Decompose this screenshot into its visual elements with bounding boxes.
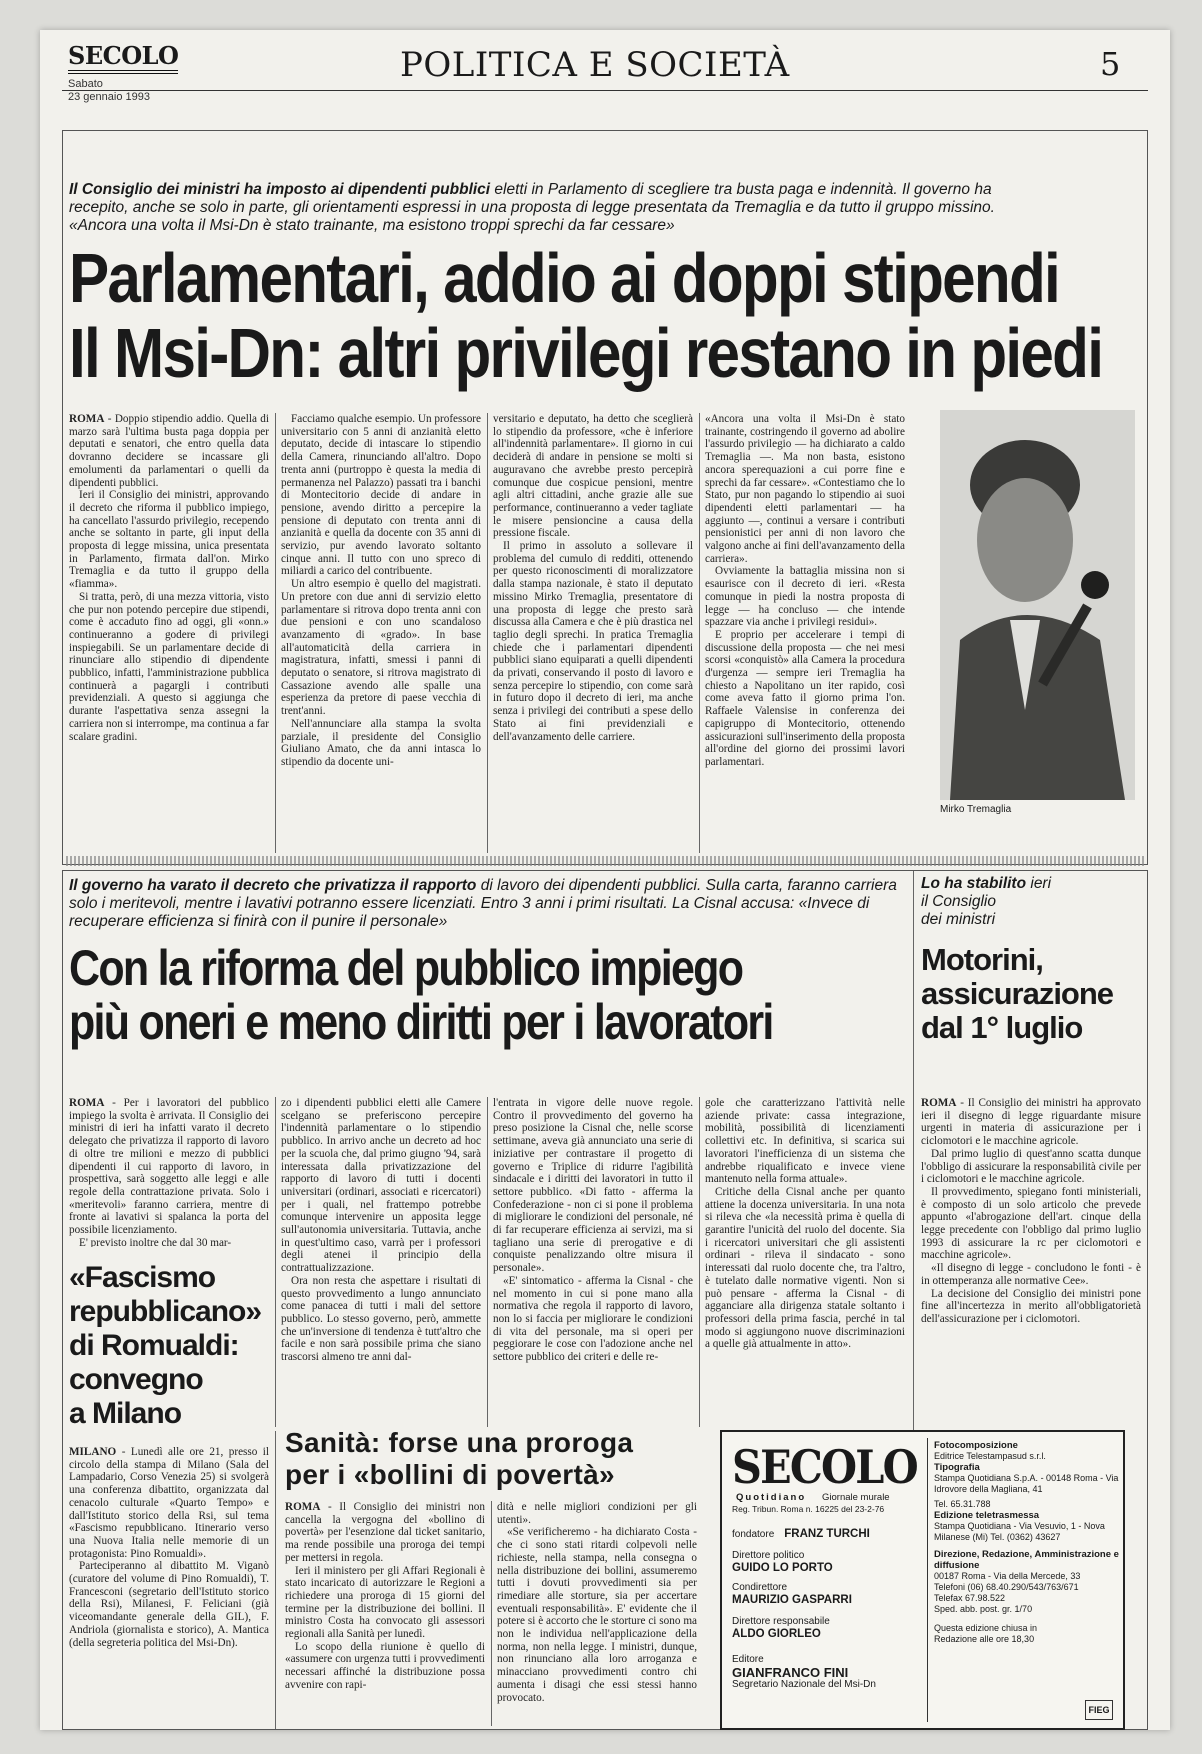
article1-col2-p1: Facciamo qualche esempio. Un professore universitario con 5 anni di anzianità eletto deputato, decide di intascare lo stipendio della Camera, rinunciando all'altro. Dopo trenta anni (purtroppo è questa la media di permanenza nel Palazzo) passati tra i banchi di Montecitorio decide di andare in pensione, avendo diritto a percepire la pensione di deputato con trenta anni di anzianità e quella da docente con 35 anni di servizio, pur avendo lavorato soltanto cinque anni. Il tutto con uno spreco di miliardi a carico del contribuente. xyxy=(281,413,481,578)
article1-kicker xyxy=(69,181,1029,235)
article4-headline-line1: «Fascismo xyxy=(69,1261,216,1294)
article1-col1-p2: Ieri il Consiglio dei ministri, approvando il decreto che riforma il pubblico impiego, ha cancellato l'assurdo privilegio, recependo anche se soltanto in parte, gli input della proposta di legge missina, unica presentata in Parlamento, firmata dall'on. Mirko Tremaglia e da tutto il gruppo della «fiamma». xyxy=(69,489,269,591)
masthead-logo: SECOLO xyxy=(68,42,178,74)
article3-headline-line1: Motorini, xyxy=(921,942,1043,977)
article3-kicker-line1b: ieri xyxy=(1026,875,1052,892)
article3-p4: «Il disegno di legge - concludono le fonti - è in ottemperanza alle normative Cee». xyxy=(921,1262,1141,1287)
office-fax: Telefax 67.98.522 xyxy=(934,1593,1006,1603)
article2-col3-p1: l'entrata in vigore delle nuove regole. Contro il provvedimento del governo ha preso posizione la Cisnal che, nelle scorse settimane, aveva già annunciato una serie di iniziative per contrastare il progetto di governo e Triplice di ridurre l'agibilità sindacale e i diritti dei lavoratori in tutto il settore pubblico. «Di fatto - afferma la Confederazione - non ci si pone il problema di migliorare le condizioni del personale, né di far recuperare efficienza ai servizi, ma si tagliano una serie di prerogative e di conquiste penalizzando oltre misura il personale». xyxy=(493,1097,693,1275)
masthead-date-text: 23 gennaio 1993 xyxy=(68,91,150,103)
article3-dateline: ROMA xyxy=(921,1097,957,1109)
publisher-label: Editore xyxy=(732,1654,764,1665)
colophon-responsible xyxy=(732,1616,927,1641)
article3-p3: Il provvedimento, spiegano fonti ministeriali, è composto di un solo articolo che prevede appunto «l'abrogazione dell'art. cinque della legge precedente con l'obbligo dal primo luglio 1993 di assicurare la rc per ciclomotori e macchine agricole». xyxy=(921,1185,1141,1262)
publisher-role: Segretario Nazionale del Msi-Dn xyxy=(732,1679,876,1690)
article2-col-rule-2 xyxy=(487,1097,488,1427)
article3-kicker-line2: il Consiglio xyxy=(921,893,996,910)
print-tel: Tel. 65.31.788 xyxy=(934,1499,991,1509)
article2-col-rule-3 xyxy=(699,1097,700,1427)
article3-body xyxy=(921,1097,1141,1427)
tele-label: Edizione teletrasmessa xyxy=(934,1510,1040,1521)
article3-p5: La decisione del Consiglio dei ministri pone fine all'incertezza in merito all'obbligatorietà dell'assicurazione per i ciclomotori. xyxy=(921,1287,1141,1325)
article3-p2: Dal primo luglio di quest'anno scatta dunque l'obbligo di assicurare la responsabilità civile per i ciclomotori e le macchine agricole. xyxy=(921,1147,1141,1186)
article3-headline-line2: assicurazione xyxy=(921,976,1114,1011)
article5-headline xyxy=(285,1427,725,1491)
colophon-political-director xyxy=(732,1550,927,1575)
office-label: Direzione, Redazione, Amministrazione e diffusione xyxy=(934,1549,1119,1571)
article2-col4-p1: gole che caratterizzano l'attività nelle aziende private: cassa integrazione, mobilità, possibilità di licenziamenti collettivi etc. In definitiva, si scarica sui lavoratori l'inefficienza di un sistema che andrebbe riqualificato e invece viene mantenuto nella forma attuale». xyxy=(705,1097,905,1186)
article5-col2-p2: «Se verificheremo - ha dichiarato Costa - che ci sono stati ritardi colpevoli nelle richieste, nella stampa, nella consegna o nella distribuzione dei bollini, assumeremo tutti i dovuti provvedimenti sia per rimediare alle storture, sia per accertare eventuali responsabilità». E' evidente che il potere si è accorto che le storture ci sono ma non le individua nell'applicazione della norma, non nella legge. I ministri, dunque, non rinunciano alla loro arroganza e minacciano provvedimenti contro chi aumenta i disagi che essi stessi hanno provocato. xyxy=(497,1526,697,1704)
article1-col2 xyxy=(281,413,481,853)
article4-dateline: MILANO xyxy=(69,1446,117,1458)
photo-tremaglia xyxy=(940,410,1135,800)
article1-kicker-rest: eletti in Parlamento di scegliere tra busta paga e indennità. Il governo ha recepito, anche se solo in parte, gli orientamenti espressi in una proposta di legge presentata da Tremaglia e da tutto il gruppo missino. «Ancora una volta il Msi-Dn è stato trainante, ma esistono troppi sprechi da far cessare» xyxy=(69,181,995,234)
article5-col1-p2: Ieri il ministero per gli Affari Regionali è stato incaricato di autorizzare le Regioni a richiedere una proroga di 15 giorni del termine per la distribuzione dei bollini. Il ministro Costa ha convocato gli assessori regionali alla Sanità per lunedì. xyxy=(285,1564,485,1641)
article1-kicker-bold: Il Consiglio dei ministri ha imposto ai dipendenti pubblici xyxy=(69,181,491,198)
article1-col3 xyxy=(493,413,693,853)
article1-col1-p3: Si tratta, però, di una mezza vittoria, visto che pur non potendo percepire due stipendi, come è accaduto fino ad oggi, gli «onn.» continueranno a godere di privilegi inspiegabili. Se un parlamentare decide di rinunciare allo stipendio di dipendente pubblico, infatti, l'amministrazione pubblica continuerà a pagargli i contributi previdenziali. A questo si aggiunga che durante l'aspettativa senza assegni la carriera non si interrompe, ma continua a far scalare gradini. xyxy=(69,590,269,743)
founder-label: fondatore xyxy=(732,1529,775,1540)
article1-col1 xyxy=(69,413,269,853)
article4-p1: - Lunedì alle ore 21, presso il circolo della stampa di Milano (Sala del Lampadario, Corso Venezia 25) si svolgerà una conferenza dibattito, organizzata dal cenacolo culturale «Quarto Tempo» e dall'Istituto storico della Rsi, sul tema «Fascismo repubblicano. Itinerario verso una Nuova Italia nelle memorie di un protagonista: Pino Romualdi». xyxy=(69,1446,269,1560)
portrait-illustration xyxy=(940,410,1135,800)
article1-dateline: ROMA xyxy=(69,413,105,425)
article2-col1 xyxy=(69,1097,269,1247)
article4-headline-line2: repubblicano» xyxy=(69,1295,262,1328)
masthead-day: Sabato xyxy=(68,78,103,90)
photocomp-label: Fotocomposizione xyxy=(934,1440,1018,1451)
article3-p1: - Il Consiglio dei ministri ha approvato ieri il disegno di legge riguardante misure urgenti in materia di assicurazione per i ciclomotori e le macchine agricole. xyxy=(921,1097,1141,1148)
article4-rule xyxy=(275,1431,276,1729)
article2-col1-p1: - Per i lavoratori del pubblico impiego la svolta è arrivata. Il Consiglio dei ministri di ieri ha infatti varato il decreto delegato che privatizza il rapporto di lavoro di oltre tre milioni e mezzo di pubblici dipendenti il cui rapporto di lavoro, in prospettiva, sarà soggetto alle leggi e alle regole della contrattazione privata. Solo i «meritevoli» faranno carriera, mentre di fronte ai lavativi si spalanca la porta del possibile licenziamento. xyxy=(69,1097,269,1237)
page-number: 5 xyxy=(1100,45,1121,83)
article1-col1-p1: - Doppio stipendio addio. Quella di marzo sarà l'ultima busta paga doppia per deputati e senatori, che entro quella data dovranno decidere se incassare gli emolumenti da parlamentari o quelli da dipendenti pubblici. xyxy=(69,413,269,489)
founder-name: FRANZ TURCHI xyxy=(784,1528,870,1540)
postage: Sped. abb. post. gr. 1/70 xyxy=(934,1604,1033,1614)
article5-headline-line2: per i «bollini di povertà» xyxy=(285,1459,615,1490)
article3-kicker xyxy=(921,875,1141,929)
article4-body xyxy=(69,1446,269,1726)
article3-kicker-line1: Lo ha stabilito xyxy=(921,875,1027,892)
article1-headline-line2: Il Msi-Dn: altri privilegi restano in piedi xyxy=(69,314,1103,392)
article1-col3-p2: Il primo in assoluto a sollevare il problema del cumulo di redditi, ottenendo per questo riconoscimenti di moralizzatore dalla stampa nazionale, è stato il deputato missino Mirko Tremaglia, presentatore di una proposta di legge che presto sarà discussa alla Camera e che è più drastica nel taglio degli sprechi. In pratica Tremaglia chiede che i parlamentari dipendenti pubblici siano equiparati a quelli dipendenti da privati, conservando il posto di lavoro e senza percepire lo stipendio, con come sarà in futuro dopo il decreto di ieri, ma anche senza i privilegi dei contributi a spese dello Stato ai fini previdenziali e dell'avanzamento delle carriere. xyxy=(493,540,693,743)
article5-dateline: ROMA xyxy=(285,1501,321,1513)
political-director-label: Direttore politico xyxy=(732,1550,805,1561)
article2-kicker xyxy=(69,877,909,931)
top-rule xyxy=(62,90,1148,91)
article5-col2-p1: dità e nelle migliori condizioni per gli utenti». xyxy=(497,1501,697,1526)
colophon xyxy=(720,1430,1125,1730)
article5-col1-p3: Lo scopo della riunione è quello di «assumere con urgenza tutti i provvedimenti necessari affinché la distribuzione possa avvenire con rapi- xyxy=(285,1640,485,1691)
article1-col-rule-1 xyxy=(275,413,276,853)
colophon-subtitle: Quotidiano xyxy=(736,1492,807,1503)
tele-value: Stampa Quotidiana - Via Vesuvio, 1 - Nova Milanese (Mi) Tel. (0362) 43627 xyxy=(934,1521,1105,1542)
colophon-right-block xyxy=(934,1440,1119,1645)
article2-col2-p2: Ora non resta che aspettare i risultati di questo provvedimento a lungo annunciato come panacea di tutti i mali del settore pubblico. Lo stesso governo, però, ammette che un'inversione di tendenza è tutt'altro che facile e non sarà possibile prima che siano trascorsi almeno tre anni dal- xyxy=(281,1274,481,1364)
article1-col4-p2: Ovviamente la battaglia missina non si esaurisce con il decreto di ieri. «Resta comunque in piedi la nostra proposta di legge — ha concluso — che intende spazzare via anche i privilegi residui». xyxy=(705,565,905,629)
article4-headline-line5: a Milano xyxy=(69,1397,182,1430)
article3-kicker-line3: dei ministri xyxy=(921,911,996,928)
article5-col1-p1: - Il Consiglio dei ministri non cancella la vergogna del «bollino di povertà» per l'esenzione dal ticket sanitario, ma rende possibile una proroga dei tempi per mettersi in regola. xyxy=(285,1501,485,1564)
office-tel: Telefoni (06) 68.40.290/543/763/671 xyxy=(934,1582,1079,1592)
political-director-name: GUIDO LO PORTO xyxy=(732,1562,833,1574)
newspaper-page xyxy=(40,30,1170,1730)
article3-rule xyxy=(913,871,914,1431)
fieg-stamp: FIEG xyxy=(1085,1700,1113,1720)
article2-col2 xyxy=(281,1097,481,1427)
article2-col3-p2: «E' sintomatico - afferma la Cisnal - che nel momento in cui si pone mano alla normativa che regola il rapporto di lavoro, non lo si faccia per migliorare le condizioni di vita del personale, ma si operi per peggiorare le cose con l'adozione anche nel settore pubblico dei criteri e delle re- xyxy=(493,1274,693,1364)
print-label: Tipografia xyxy=(934,1462,980,1473)
responsible-name: ALDO GIORLEO xyxy=(732,1628,821,1640)
article2-col-rule-1 xyxy=(275,1097,276,1427)
publisher-name: GIANFRANCO FINI xyxy=(732,1665,849,1680)
article3-headline xyxy=(921,943,1146,1045)
article2-dateline: ROMA xyxy=(69,1097,105,1109)
article2-col3 xyxy=(493,1097,693,1427)
colophon-logo: SECOLO xyxy=(732,1440,917,1494)
article5-headline-line1: Sanità: forse una proroga xyxy=(285,1427,634,1458)
co-director-name: MAURIZIO GASPARRI xyxy=(732,1594,852,1606)
article1-col2-p3: Nell'annunciare alla stampa la svolta parziale, il presidente del Consiglio Giuliano Amato, che da anni intasca lo stipendio da docente uni- xyxy=(281,717,481,768)
responsible-label: Direttore responsabile xyxy=(732,1616,830,1627)
article2-col1-p2: E' previsto inoltre che dal 30 mar- xyxy=(79,1236,232,1247)
article4-p2: Parteciperanno al dibattito M. Viganò (curatore del volume di Pino Romualdi), T. Francesconi (segretario dell'Istituto storico della Rsi), Milanesi, F. Feliciani (già viceomandante generale della GIL), F. Andriola (giornalista e storico), A. Mantica (della segreteria politica del Msi-Dn). xyxy=(69,1560,269,1649)
article3-headline-line3: dal 1° luglio xyxy=(921,1010,1083,1045)
section-title: POLITICA E SOCIETÀ xyxy=(400,45,790,85)
article2-kicker-bold: Il governo ha varato il decreto che privatizza il rapporto xyxy=(69,877,477,894)
article1-col-rule-3 xyxy=(699,413,700,853)
article5-col2 xyxy=(497,1501,697,1726)
office-value: 00187 Roma - Via della Mercede, 33 xyxy=(934,1571,1081,1581)
closing-time: Questa edizione chiusa in Redazione alle ore 18,30 xyxy=(934,1623,1038,1644)
article2-col4 xyxy=(705,1097,905,1427)
colophon-daily: Giornale murale xyxy=(822,1492,890,1503)
photocomp-value: Editrice Telestampasud s.r.l. xyxy=(934,1451,1046,1461)
print-value: Stampa Quotidiana S.p.A. - 00148 Roma - Via Idrovore della Magliana, 41 xyxy=(934,1473,1119,1494)
article1-col2-p2: Un altro esempio è quello del magistrati. Un pretore con due anni di servizio eletto parlamentare si ritrova dopo trenta anni con due pensioni e con uno scandaloso avanzamento di «grado». In base all'automaticità della carriera in magistratura, infatti, smessi i panni di deputato o senatore, si ritrova magistrato di Cassazione avendo alle spalle una esperienza da pretore di paese vecchia di trent'anni. xyxy=(281,578,481,718)
article1-col-rule-2 xyxy=(487,413,488,853)
article1-col3-p1: versitario e deputato, ha detto che sceglierà lo stipendio da professore, «che è inferiore all'indennità parlamentare». Il giorno in cui deciderà di andare in pensione se molti si auguravano che avrebbe presto percepirà comunque due cospicue pensioni, mentre agli altri cittadini, anche grazie alle sue performance, continueranno a veder tagliate le misere pensioncine a causa della pressione fiscale. xyxy=(493,413,693,540)
article1-col4 xyxy=(705,413,905,853)
masthead-date xyxy=(68,78,150,104)
co-director-label: Condirettore xyxy=(732,1582,788,1593)
colophon-co-director xyxy=(732,1582,927,1607)
colophon-publisher xyxy=(732,1654,927,1691)
article4-headline-line3: di Romualdi: xyxy=(69,1329,239,1362)
article5-rule xyxy=(491,1501,492,1726)
article4-headline xyxy=(69,1261,269,1431)
dotted-separator xyxy=(66,856,1144,866)
article1-col4-p1: «Ancora una volta il Msi-Dn è stato trainante, costringendo il governo ad abolire l'assurdo privilegio — ha dichiarato a caldo Tremaglia —. Ma non basta, esistono ancora sperequazioni a cui porre fine e sprechi da far cessare». «Contestiamo che lo Stato, pur non pagando lo stipendio ai suoi dipendenti eletti parlamentari — ha aggiunto —, continui a versare i contributi pensionistici per anni di non lavoro che valgono anche ai fini dell'avanzamento della carriera». xyxy=(705,413,905,565)
article2-col4-p2: Critiche della Cisnal anche per quanto attiene la docenza universitaria. In una nota si rileva che «la necessità prima è quella di garantire l'unicità del ruolo del docente. Sia i ricercatori universitari che gli assistenti ordinari - rileva il sindacato - sono interessati dal ruolo docente che, tra l'altro, è tutelato dalle normative vigenti. Non si può pensare - afferma la Cisnal - di agganciare alla dirigenza statale soltanto i professori della prima fascia, perché in tal modo si aggiungono nuove discriminazioni a quelle già attualmente in atto». xyxy=(705,1185,905,1351)
article2-kicker-rest: di lavoro dei dipendenti pubblici. Sulla carta, faranno carriera solo i meritevoli, mentre i lavativi potranno essere licenziati. Entro 3 anni i primi risultati. La Cisnal accusa: «Invece di recuperare efficienza si finirà con il punire il personale» xyxy=(69,877,897,930)
photo-caption: Mirko Tremaglia xyxy=(940,804,1012,815)
article4-headline-line4: convegno xyxy=(69,1363,203,1396)
article1-headline-line1: Parlamentari, addio ai doppi stipendi xyxy=(69,239,1060,317)
article1-col4-p3: E proprio per accelerare i tempi di discussione della proposta — che nei mesi scorsi «conquistò» alla Camera la procedura d'urgenza — sempre ieri Tremaglia ha chiesto a Napolitano un iter rapido, così come aveva fatto il giorno prima l'on. Raffaele Valensise in conferenza dei capigruppo di Montecitorio, ottenendo assicurazioni sull'inserimento della proposta all'ordine del giorno dei prossimi lavori parlamentari. xyxy=(705,628,905,768)
colophon-registration: Reg. Tribun. Roma n. 16225 del 23-2-76 xyxy=(732,1504,885,1514)
article5-col1 xyxy=(285,1501,485,1726)
colophon-founder xyxy=(732,1524,927,1542)
article2-col2-p1: zo i dipendenti pubblici eletti alle Camere scelgano se preferiscono percepire l'indennità parlamentare o lo stipendio pubblico. In arrivo anche un decreto ad hoc per la scuola che, dal primo giugno '94, sarà interessata dalla privatizzazione del rapporto di lavoro di tutti i docenti universitari (ordinari, associati e ricercatori) per i quali, nel frattempo potrebbe comunque intervenire un apposita legge sull'autonomia universitaria. Tuttavia, anche in quest'ultimo caso, varrà per i professori degli atenei il principio della contrattualizzazione. xyxy=(281,1097,481,1275)
article2-headline-line1: Con la riforma del pubblico impiego xyxy=(69,940,743,996)
colophon-divider xyxy=(927,1438,928,1722)
article2-headline-line2: più oneri e meno diritti per i lavoratori xyxy=(69,994,773,1050)
